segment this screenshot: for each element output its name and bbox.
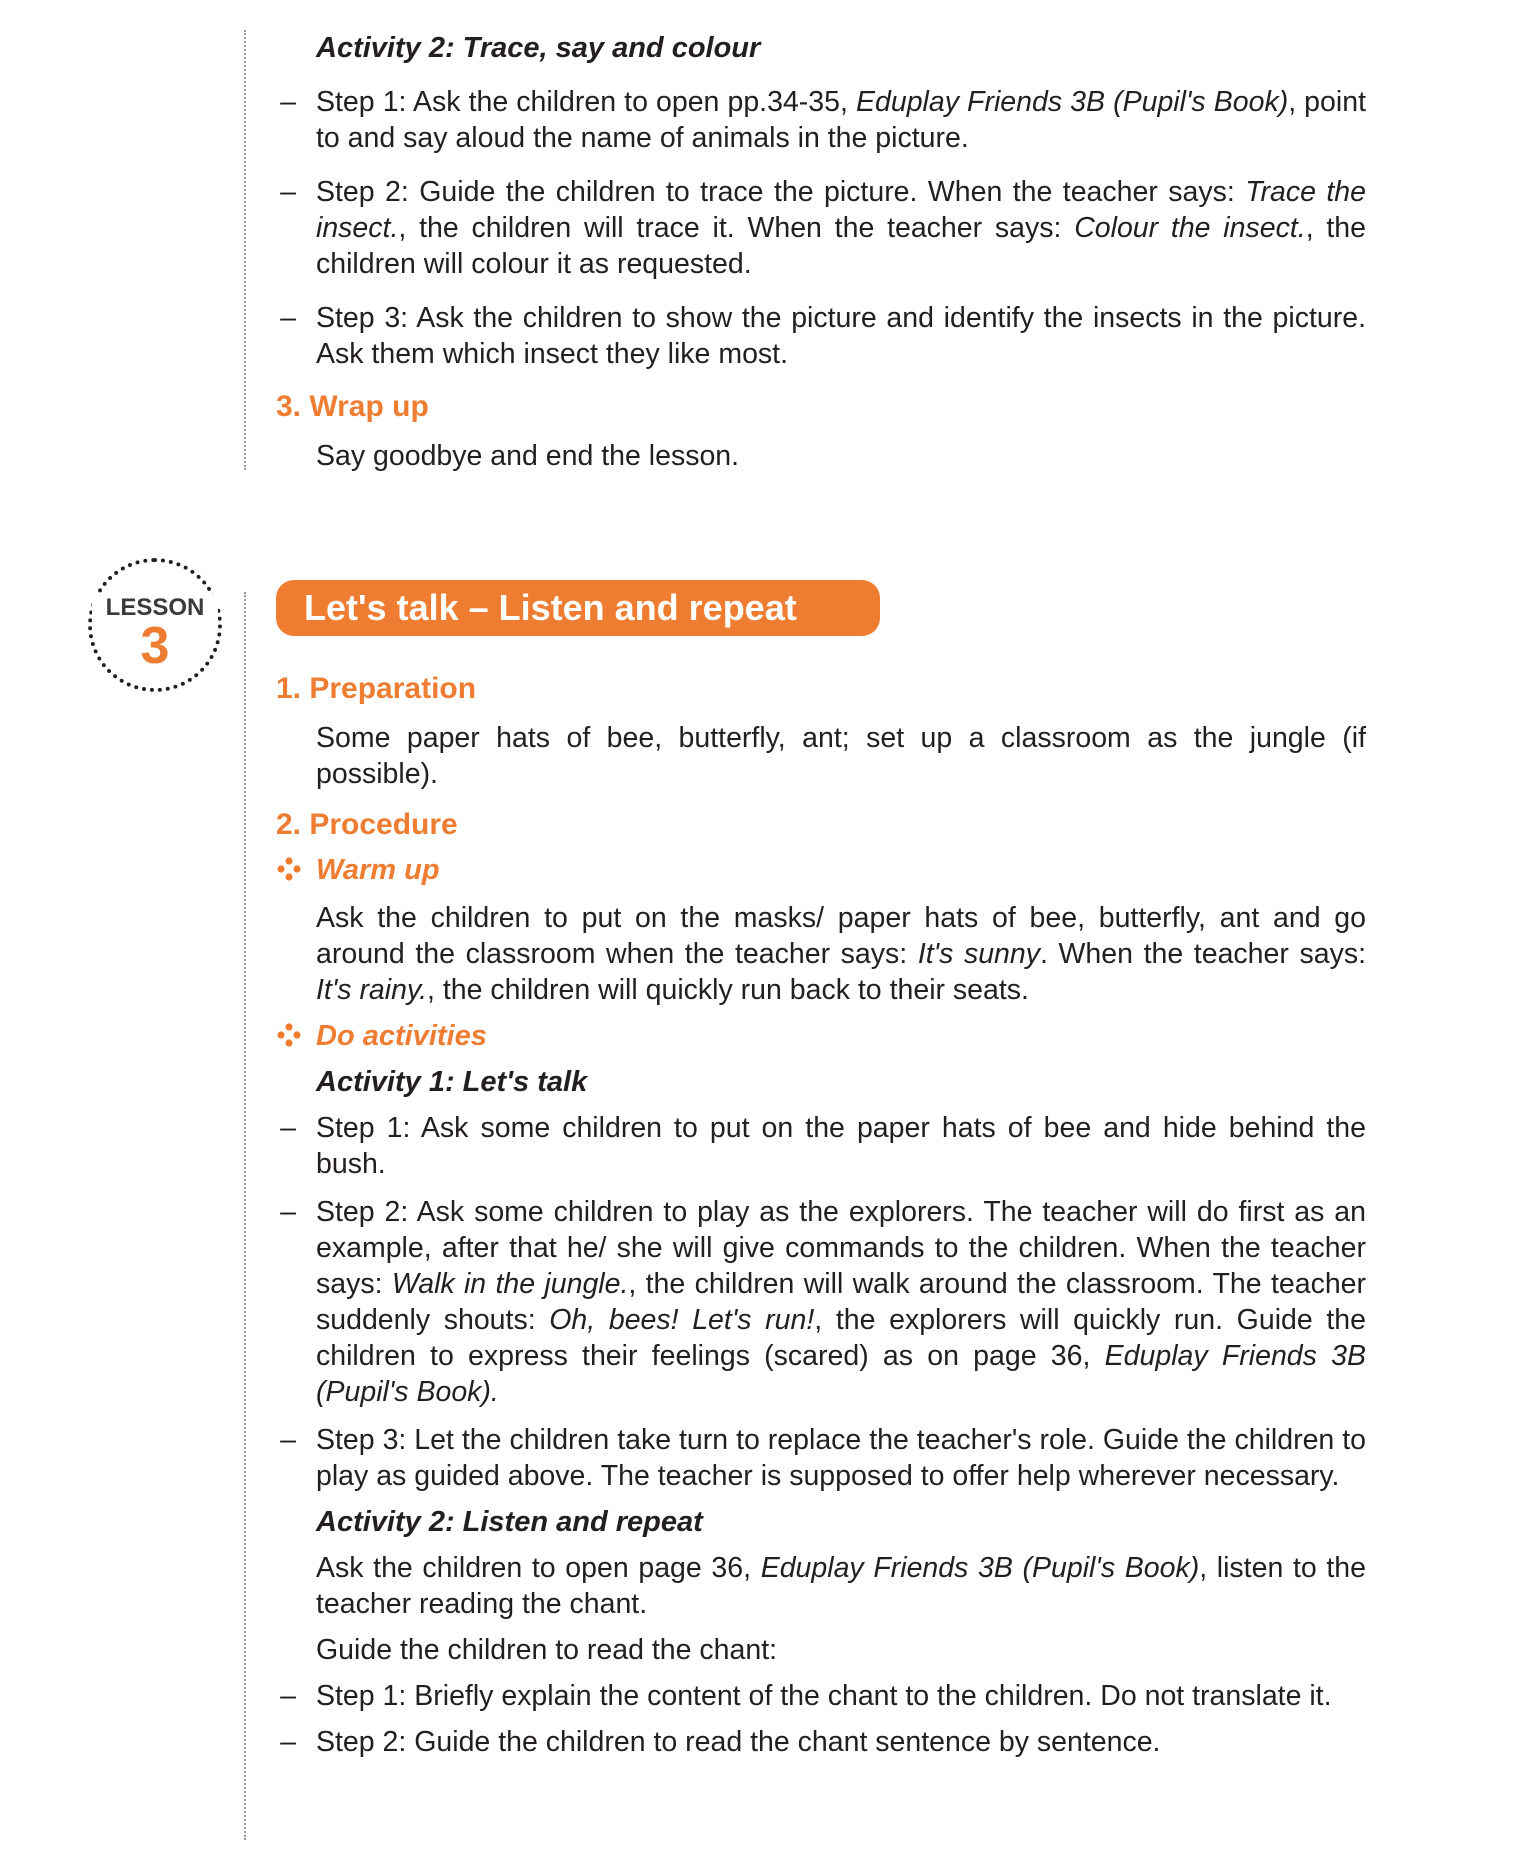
dash-bullet: –	[280, 1112, 296, 1144]
warm-up-text: Ask the children to put on the masks/ paper hats of bee, butterfly, ant and go around the classroom when the teacher says: It's sunny. When the teacher says: It's rainy., the children will quickly run back to their seats.	[316, 902, 1366, 1006]
step-text: Step 2: Ask some children to play as the explorers. The teacher will do first as an example, after that he/ she will give commands to the children. When the teacher says: Walk in the jungle., the children will walk around the classroom. The teacher suddenly shouts: Oh, bees! Let's run!, the explorers will quickly run. Guide the children to express their feelings (scared) as on page 36, Eduplay Friends 3B (Pupil's Book).	[316, 1196, 1367, 1408]
dash-bullet: –	[280, 1424, 296, 1456]
step-item	[276, 1724, 1366, 1760]
lesson-badge-number: 3	[140, 617, 170, 675]
wrap-up-heading: 3. Wrap up	[276, 390, 429, 423]
step-text: Step 1: Ask the children to open pp.34-35, Eduplay Friends 3B (Pupil's Book), point to and say aloud the name of animals in the picture.	[316, 86, 1366, 154]
step-item	[276, 300, 1366, 372]
step-item	[276, 1422, 1366, 1494]
diamond-bullet-icon	[276, 1022, 302, 1048]
margin-dotted-line-bottom	[244, 592, 246, 1840]
dash-bullet: –	[280, 1680, 296, 1712]
lesson-title-banner: Let's talk – Listen and repeat	[276, 580, 880, 636]
step-item	[276, 174, 1366, 282]
step-item	[276, 84, 1366, 156]
warm-up-heading	[276, 852, 1366, 888]
procedure-heading: 2. Procedure	[276, 808, 458, 841]
dash-bullet: –	[280, 176, 296, 208]
lesson-section	[276, 670, 1366, 1760]
dash-bullet: –	[280, 1196, 296, 1228]
dash-bullet: –	[280, 1726, 296, 1758]
dash-bullet: –	[280, 302, 296, 334]
margin-dotted-line-top	[244, 30, 246, 470]
activity-2-title: Activity 2: Trace, say and colour	[316, 32, 761, 64]
step-item	[276, 1194, 1366, 1410]
activity-2-listen-title: Activity 2: Listen and repeat	[316, 1506, 703, 1538]
step-item	[276, 1110, 1366, 1182]
lesson-badge-word: LESSON	[92, 594, 218, 622]
do-activities-label: Do activities	[316, 1020, 487, 1052]
preparation-heading: 1. Preparation	[276, 672, 477, 705]
top-section	[276, 30, 1366, 474]
step-text: Step 2: Guide the children to read the chant sentence by sentence.	[316, 1726, 1161, 1758]
wrap-up-text: Say goodbye and end the lesson.	[316, 440, 740, 472]
step-text: Step 1: Ask some children to put on the paper hats of bee and hide behind the bush.	[316, 1112, 1366, 1180]
do-activities-heading	[276, 1018, 1366, 1054]
step-item	[276, 1678, 1366, 1714]
lesson-badge	[88, 558, 222, 692]
activity-2-intro: Ask the children to open page 36, Eduplay Friends 3B (Pupil's Book), listen to the teacher reading the chant.	[316, 1552, 1366, 1620]
warm-up-label: Warm up	[316, 854, 440, 886]
step-text: Step 2: Guide the children to trace the picture. When the teacher says: Trace the insect., the children will trace it. When the teacher says: Colour the insect., the children will colour it as requested.	[316, 176, 1366, 280]
step-text: Step 3: Let the children take turn to replace the teacher's role. Guide the children to play as guided above. The teacher is supposed to offer help wherever necessary.	[316, 1424, 1366, 1492]
dash-bullet: –	[280, 86, 296, 118]
diamond-bullet-icon	[276, 856, 302, 882]
activity-2-guide: Guide the children to read the chant:	[316, 1634, 778, 1666]
step-text: Step 1: Briefly explain the content of the chant to the children. Do not translate it.	[316, 1680, 1332, 1712]
preparation-text: Some paper hats of bee, butterfly, ant; set up a classroom as the jungle (if possible).	[316, 722, 1366, 790]
step-text: Step 3: Ask the children to show the picture and identify the insects in the picture. Ask them which insect they like most.	[316, 302, 1366, 370]
activity-1-title: Activity 1: Let's talk	[316, 1066, 588, 1098]
